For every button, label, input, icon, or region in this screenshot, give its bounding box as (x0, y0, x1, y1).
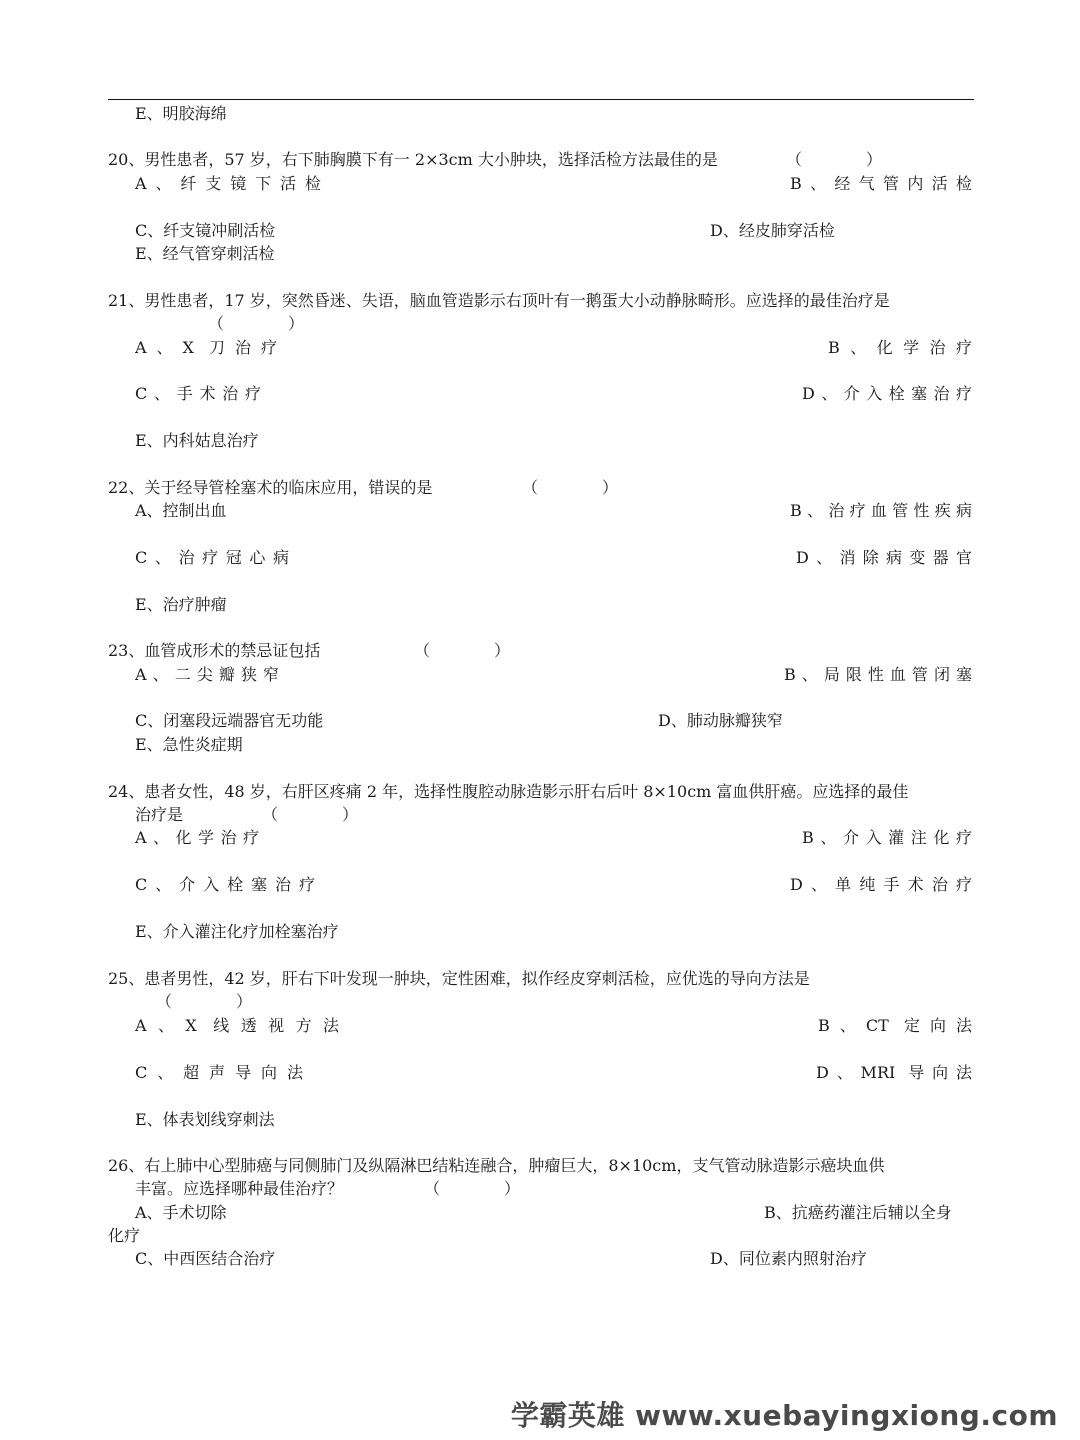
question-20-option-e: E、经气管穿刺活检 (135, 244, 275, 263)
question-21-answer-blank: （ ） (208, 314, 305, 333)
question-23-option-d: D、肺动脉瓣狭窄 (658, 711, 783, 730)
question-20-option-d: D、经皮肺穿活检 (710, 221, 835, 240)
question-20-option-b: B、经气管内活检 (790, 174, 972, 193)
question-23-answer-blank: （ ） (414, 641, 511, 660)
site-watermark: 学霸英雄 www.xuebayingxiong.com (510, 1399, 1058, 1432)
question-23-stem: 23、血管成形术的禁忌证包括 (108, 641, 321, 660)
question-24-stem: 24、患者女性，48 岁，右肝区疼痛 2 年，选择性腹腔动脉造影示肝右后叶 8×10cm 富血供肝癌。应选择的最佳 (108, 782, 909, 801)
question-24-stem-continued: 治疗是 (135, 805, 184, 824)
question-20-stem: 20、男性患者，57 岁，右下肺胸膜下有一 2×3cm 大小肿块，选择活检方法最佳的是 (108, 150, 718, 169)
question-20-option-c: C、纤支镜冲刷活检 (135, 221, 276, 240)
question-21-option-a: A、X 刀治疗 (135, 338, 277, 357)
header-rule (108, 99, 974, 100)
question-26-answer-blank: （ ） (424, 1179, 521, 1198)
question-25-option-a: A、X 线透视方法 (135, 1016, 339, 1035)
question-25-option-d: D、MRI 导向法 (816, 1063, 972, 1082)
question-23-option-b: B、局限性血管闭塞 (784, 665, 972, 684)
question-24-option-b: B、介入灌注化疗 (802, 828, 972, 847)
question-26-option-b-continued: 化疗 (108, 1226, 141, 1245)
question-24-option-c: C、介入栓塞治疗 (135, 875, 315, 894)
question-26-stem-continued: 丰富。应选择哪种最佳治疗？ (135, 1179, 344, 1198)
question-26-option-b: B、抗癌药灌注后辅以全身 (764, 1203, 952, 1222)
question-25-option-c: C、超声导向法 (135, 1063, 303, 1082)
question-24-option-a: A、化学治疗 (135, 828, 259, 847)
question-21-option-b: B、化学治疗 (828, 338, 972, 357)
question-25-answer-blank: （ ） (156, 992, 253, 1011)
question-22-option-a: A、控制出血 (135, 501, 227, 520)
question-20-answer-blank: （ ） (786, 150, 883, 169)
question-24-answer-blank: （ ） (262, 805, 359, 824)
question-26-stem: 26、右上肺中心型肺癌与同侧肺门及纵隔淋巴结粘连融合，肿瘤巨大，8×10cm，支气管动脉造影示癌块血供 (108, 1156, 885, 1175)
question-23-option-c: C、闭塞段远端器官无功能 (135, 711, 324, 730)
question-24-option-d: D、单纯手术治疗 (790, 875, 972, 894)
question-22-option-d: D、消除病变器官 (796, 548, 972, 567)
question-26-option-c: C、中西医结合治疗 (135, 1249, 276, 1268)
question-21-option-c: C、手术治疗 (135, 384, 261, 403)
question-22-answer-blank: （ ） (522, 478, 619, 497)
question-20-option-a: A、纤支镜下活检 (135, 174, 321, 193)
question-26-option-d: D、同位素内照射治疗 (710, 1249, 867, 1268)
prev-option-e: E、明胶海绵 (135, 104, 227, 123)
question-25-stem: 25、患者男性，42 岁，肝右下叶发现一肿块，定性困难，拟作经皮穿刺活检，应优选的导向方法是 (108, 969, 810, 988)
question-22-option-c: C、治疗冠心病 (135, 548, 289, 567)
question-21-option-d: D、介入栓塞治疗 (802, 384, 972, 403)
question-22-option-b: B、治疗血管性疾病 (790, 501, 972, 520)
question-21-stem: 21、男性患者，17 岁，突然昏迷、失语，脑血管造影示右顶叶有一鹅蛋大小动静脉畸形。应选择的最佳治疗是 (108, 291, 890, 310)
question-23-option-a: A、二尖瓣狭窄 (135, 665, 279, 684)
question-26-option-a: A、手术切除 (135, 1203, 227, 1222)
question-21-option-e: E、内科姑息治疗 (135, 431, 259, 450)
question-24-option-e: E、介入灌注化疗加栓塞治疗 (135, 922, 339, 941)
question-22-stem: 22、关于经导管栓塞术的临床应用，错误的是 (108, 478, 433, 497)
question-25-option-b: B、CT 定向法 (818, 1016, 972, 1035)
question-25-option-e: E、体表划线穿刺法 (135, 1110, 275, 1129)
question-23-option-e: E、急性炎症期 (135, 735, 243, 754)
question-22-option-e: E、治疗肿瘤 (135, 595, 227, 614)
